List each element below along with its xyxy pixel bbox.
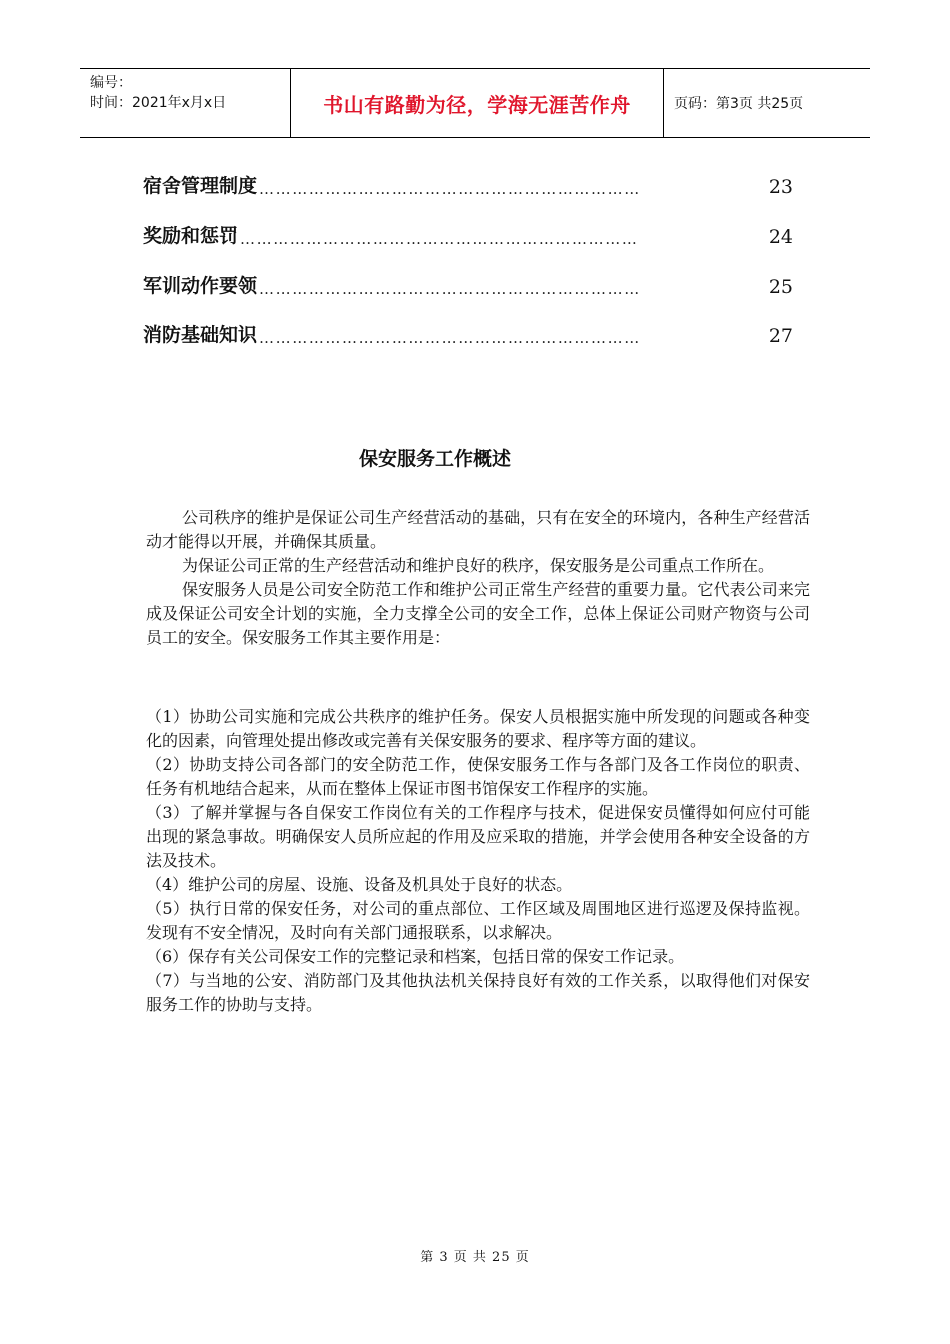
toc-leader-dots: …………………………………………………………… — [259, 280, 641, 298]
page-footer: 第 3 页 共 25 页 — [420, 1250, 530, 1265]
list-item: （6）保存有关公司保安工作的完整记录和档案，包括日常的保安工作记录。 — [146, 947, 685, 966]
list-item: （7）与当地的公安、消防部门及其他执法机关保持良好有效的工作关系，以取得他们对保安服务工作的协助与支持。 — [146, 971, 810, 1014]
intro-paragraphs — [146, 506, 810, 650]
toc-entry-title: 军训动作要领 — [143, 275, 258, 297]
toc-entry — [143, 317, 793, 347]
paragraph: 为保证公司正常的生产经营活动和维护良好的秩序，保安服务是公司重点工作所在。 — [182, 556, 775, 575]
number-label: 编号： — [90, 75, 132, 91]
toc-entry-title: 消防基础知识 — [143, 324, 258, 346]
toc-entry-title: 奖励和惩罚 — [143, 225, 239, 247]
toc-entry-page: 23 — [768, 176, 793, 198]
toc-entry-page: 27 — [768, 325, 793, 347]
toc-leader-dots: …………………………………………………………… — [259, 329, 641, 347]
header-motto: 书山有路勤为径，学海无涯苦作舟 — [291, 69, 664, 137]
list-item: （5）执行日常的保安任务，对公司的重点部位、工作区域及周围地区进行巡逻及保持监视。发现有不安全情况，及时向有关部门通报联系，以求解决。 — [146, 899, 810, 942]
toc-entry — [143, 168, 793, 198]
toc-entry-title: 宿舍管理制度 — [143, 175, 258, 197]
paragraph: 保安服务人员是公司安全防范工作和维护公司正常生产经营的重要力量。它代表公司来完成及保证公司安全计划的实施，全力支撑全公司的安全工作，总体上保证公司财产物资与公司员工的安全。保安服务工作其主要作用是： — [146, 580, 810, 647]
toc-leader-dots: …………………………………………………………… — [259, 180, 641, 198]
list-item: （2）协助支持公司各部门的安全防范工作，使保安服务工作与各部门及各工作岗位的职责、任务有机地结合起来，从而在整体上保证市图书馆保安工作程序的实施。 — [146, 755, 810, 798]
toc-entry — [143, 268, 793, 298]
header-page-info: 页码：第3页 共25页 — [674, 96, 804, 112]
list-item: （1）协助公司实施和完成公共秩序的维护任务。保安人员根据实施中所发现的问题或各种变化的因素，向管理处提出修改或完善有关保安服务的要求、程序等方面的建议。 — [146, 707, 810, 750]
page-header — [80, 68, 870, 138]
date-label: 时间：2021年x月x日 — [90, 95, 227, 111]
paragraph: 公司秩序的维护是保证公司生产经营活动的基础，只有在安全的环境内，各种生产经营活动才能得以开展，并确保其质量。 — [146, 508, 810, 551]
list-item: （4）维护公司的房屋、设施、设备及机具处于良好的状态。 — [146, 875, 573, 894]
list-item: （3）了解并掌握与各自保安工作岗位有关的工作程序与技术，促进保安员懂得如何应付可能出现的紧急事故。明确保安人员所应起的作用及应采取的措施，并学会使用各种安全设备的方法及技术。 — [146, 803, 810, 870]
duties-list — [146, 705, 810, 1017]
toc-entry-page: 25 — [768, 276, 793, 298]
toc-entry-page: 24 — [768, 226, 793, 248]
toc-leader-dots: ……………………………………………………………… — [240, 230, 639, 248]
header-meta — [80, 69, 291, 137]
section-title: 保安服务工作概述 — [358, 448, 511, 470]
toc-entry — [143, 218, 793, 248]
